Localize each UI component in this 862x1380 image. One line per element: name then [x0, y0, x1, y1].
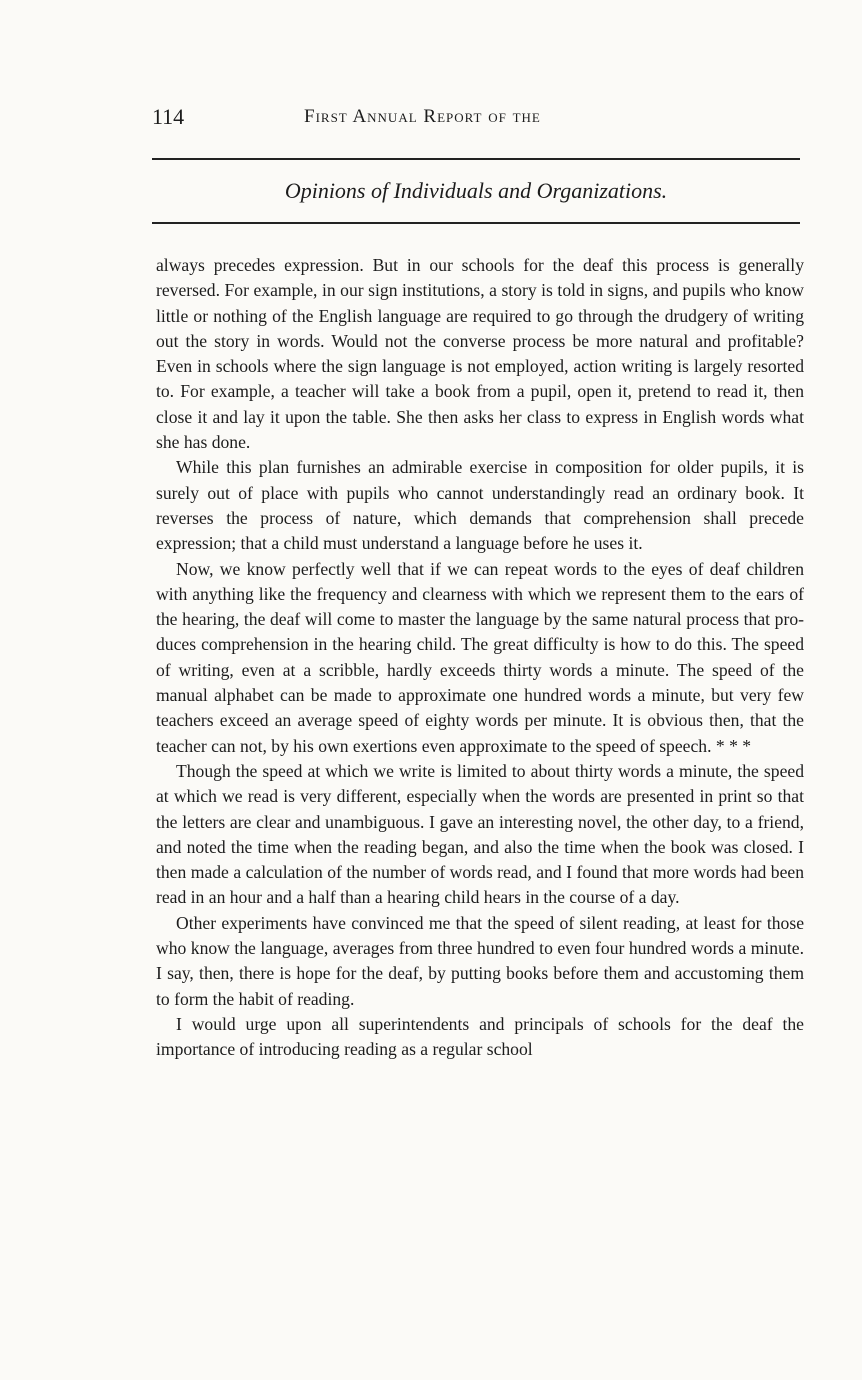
section-title: Opinions of Individuals and Organizations.	[284, 178, 668, 203]
paragraph-1: always precedes expression. But in our schools for the deaf this process is generally reversed. For example, in our sign institutions, a story is told in signs, and pupils who know little or nothing of the English language are required to go through the drudgery of writing out the story in words. Would not the converse process be more natural and profitable? Even in schools where the sign language is not employed, action writing is largely resorted to. For example, a teacher will take a book from a pupil, open it, pretend to read it, then close it and lay it upon the table. She then asks her class to express in English words what she has done.	[156, 255, 804, 453]
paragraph-6: I would urge upon all superintendents and principals of schools for the deaf the importance of introducing reading as a regular school	[156, 1013, 804, 1060]
paragraph-3: Now, we know perfectly well that if we can repeat words to the eyes of deaf children with anything like the frequency and clearness with which we represent them to the ears of the hearing, the deaf will come to master the language by the same natural process that produces comprehension in the hearing child. The great difficulty is how to do this. The speed of writing, even at a scribble, hardly exceeds thirty words a minute. The speed of the manual alphabet can be made to approximate one hundred words a minute, but very few teachers exceed an average speed of eighty words per minute. It is obvious then, that the teacher can not, by his own exertions even approximate to the speed of speech. * * *	[156, 558, 804, 756]
running-title: First Annual Report of the	[304, 106, 541, 127]
paragraph-5: Other experiments have convinced me that the speed of silent reading, at least for those who know the language, averages from three hundred to even four hundred words a minute. I say, then, there is hope for the deaf, by putting books before them and accustoming them to form the habit of reading.	[156, 912, 804, 1009]
paragraph-4: Though the speed at which we write is limited to about thirty words a minute, the speed at which we read is very different, especially when the words are presented in print so that the letters are clear and unambiguous. I gave an interesting novel, the other day, to a friend, and noted the time when the reading began, and also the time when the book was closed. I then made a calculation of the number of words read, and I found that more words had been read in an hour and a half than a hearing child hears in the course of a day.	[156, 760, 804, 908]
header-rule-bottom	[152, 222, 800, 224]
paragraph-2: While this plan furnishes an admirable exercise in composition for older pupils, it is surely out of place with pupils who cannot understandingly read an ordinary book. It reverses the process of nature, which demands that comprehension shall precede expression; that a child must understand a language before he uses it.	[156, 457, 804, 554]
body-text	[156, 253, 804, 1063]
page-number: 114	[152, 104, 185, 129]
page-header	[152, 104, 800, 134]
header-rule-top	[152, 158, 800, 160]
